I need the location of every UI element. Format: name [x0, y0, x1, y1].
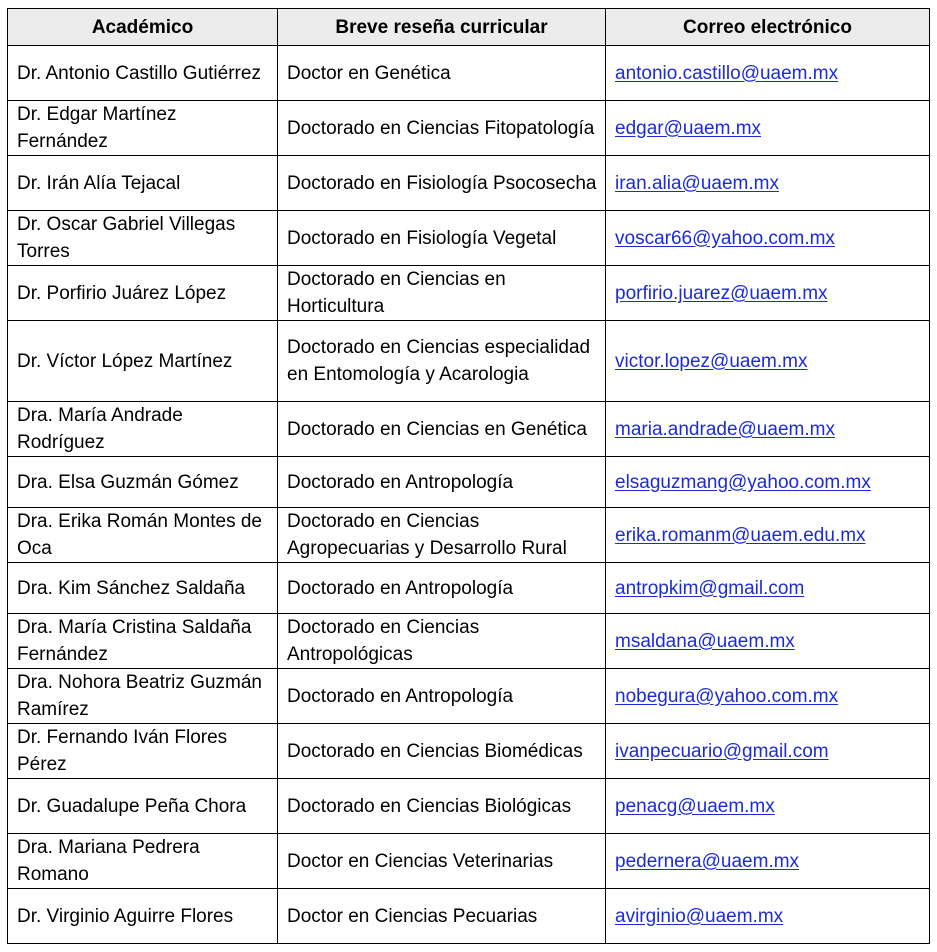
email-link[interactable]: nobegura@yahoo.com.mx	[615, 685, 839, 707]
curricular-summary-cell: Doctorado en Ciencias Antropológicas	[278, 614, 606, 669]
table-header	[8, 9, 930, 46]
curricular-summary-cell: Doctorado en Ciencias en Genética	[278, 402, 606, 457]
email-cell	[606, 669, 930, 724]
table-row	[8, 457, 930, 508]
header-academic: Académico	[8, 9, 278, 46]
table-row	[8, 563, 930, 614]
email-cell	[606, 508, 930, 563]
academic-name-cell: Dra. Erika Román Montes de Oca	[8, 508, 278, 563]
email-cell	[606, 211, 930, 266]
header-summary: Breve reseña curricular	[278, 9, 606, 46]
faculty-table-container	[7, 8, 930, 944]
email-cell	[606, 101, 930, 156]
academic-name-cell: Dra. María Andrade Rodríguez	[8, 402, 278, 457]
table-row	[8, 321, 930, 402]
email-link[interactable]: porfirio.juarez@uaem.mx	[615, 282, 828, 304]
table-row	[8, 669, 930, 724]
table-row	[8, 889, 930, 944]
academic-name-cell: Dr. Fernando Iván Flores Pérez	[8, 724, 278, 779]
email-cell	[606, 457, 930, 508]
curricular-summary-cell: Doctorado en Ciencias en Horticultura	[278, 266, 606, 321]
curricular-summary-cell: Doctorado en Ciencias Agropecuarias y Desarrollo Rural	[278, 508, 606, 563]
header-email: Correo electrónico	[606, 9, 930, 46]
curricular-summary-cell: Doctorado en Ciencias Biológicas	[278, 779, 606, 834]
academic-name-cell: Dra. Elsa Guzmán Gómez	[8, 457, 278, 508]
academic-name-cell: Dr. Oscar Gabriel Villegas Torres	[8, 211, 278, 266]
email-link[interactable]: voscar66@yahoo.com.mx	[615, 227, 835, 249]
curricular-summary-cell: Doctorado en Antropología	[278, 669, 606, 724]
curricular-summary-cell: Doctorado en Antropología	[278, 563, 606, 614]
academic-name-cell: Dr. Antonio Castillo Gutiérrez	[8, 46, 278, 101]
email-cell	[606, 889, 930, 944]
email-cell	[606, 156, 930, 211]
table-row	[8, 614, 930, 669]
table-row	[8, 724, 930, 779]
table-body	[8, 46, 930, 944]
email-cell	[606, 266, 930, 321]
email-link[interactable]: ivanpecuario@gmail.com	[615, 740, 829, 762]
email-cell	[606, 834, 930, 889]
email-link[interactable]: edgar@uaem.mx	[615, 117, 762, 139]
email-link[interactable]: iran.alia@uaem.mx	[615, 172, 779, 194]
curricular-summary-cell: Doctor en Ciencias Veterinarias	[278, 834, 606, 889]
table-row	[8, 156, 930, 211]
table-row	[8, 101, 930, 156]
email-link[interactable]: pedernera@uaem.mx	[615, 850, 800, 872]
academic-name-cell: Dr. Virginio Aguirre Flores	[8, 889, 278, 944]
email-cell	[606, 46, 930, 101]
email-cell	[606, 563, 930, 614]
academic-name-cell: Dr. Edgar Martínez Fernández	[8, 101, 278, 156]
table-row	[8, 508, 930, 563]
email-link[interactable]: maria.andrade@uaem.mx	[615, 418, 835, 440]
table-row	[8, 402, 930, 457]
academic-name-cell: Dr. Irán Alía Tejacal	[8, 156, 278, 211]
table-row	[8, 211, 930, 266]
curricular-summary-cell: Doctorado en Antropología	[278, 457, 606, 508]
curricular-summary-cell: Doctorado en Ciencias especialidad en Entomología y Acarologia	[278, 321, 606, 402]
curricular-summary-cell: Doctorado en Ciencias Fitopatología	[278, 101, 606, 156]
email-cell	[606, 614, 930, 669]
curricular-summary-cell: Doctorado en Fisiología Vegetal	[278, 211, 606, 266]
email-link[interactable]: antonio.castillo@uaem.mx	[615, 62, 839, 84]
academic-name-cell: Dr. Porfirio Juárez López	[8, 266, 278, 321]
email-link[interactable]: elsaguzmang@yahoo.com.mx	[615, 471, 871, 493]
table-row	[8, 46, 930, 101]
table-row	[8, 779, 930, 834]
curricular-summary-cell: Doctorado en Fisiología Psocosecha	[278, 156, 606, 211]
header-row	[8, 9, 930, 46]
table-row	[8, 266, 930, 321]
academic-name-cell: Dra. Nohora Beatriz Guzmán Ramírez	[8, 669, 278, 724]
academic-name-cell: Dr. Guadalupe Peña Chora	[8, 779, 278, 834]
academic-name-cell: Dra. Kim Sánchez Saldaña	[8, 563, 278, 614]
email-link[interactable]: victor.lopez@uaem.mx	[615, 350, 808, 372]
email-cell	[606, 779, 930, 834]
email-link[interactable]: avirginio@uaem.mx	[615, 905, 784, 927]
academic-name-cell: Dr. Víctor López Martínez	[8, 321, 278, 402]
email-cell	[606, 402, 930, 457]
curricular-summary-cell: Doctor en Ciencias Pecuarias	[278, 889, 606, 944]
email-cell	[606, 321, 930, 402]
curricular-summary-cell: Doctorado en Ciencias Biomédicas	[278, 724, 606, 779]
email-link[interactable]: erika.romanm@uaem.edu.mx	[615, 524, 866, 546]
email-link[interactable]: antropkim@gmail.com	[615, 577, 805, 599]
academic-name-cell: Dra. María Cristina Saldaña Fernández	[8, 614, 278, 669]
academic-name-cell: Dra. Mariana Pedrera Romano	[8, 834, 278, 889]
faculty-table	[7, 8, 930, 944]
email-link[interactable]: msaldana@uaem.mx	[615, 630, 795, 652]
email-cell	[606, 724, 930, 779]
table-row	[8, 834, 930, 889]
curricular-summary-cell: Doctor en Genética	[278, 46, 606, 101]
email-link[interactable]: penacg@uaem.mx	[615, 795, 775, 817]
